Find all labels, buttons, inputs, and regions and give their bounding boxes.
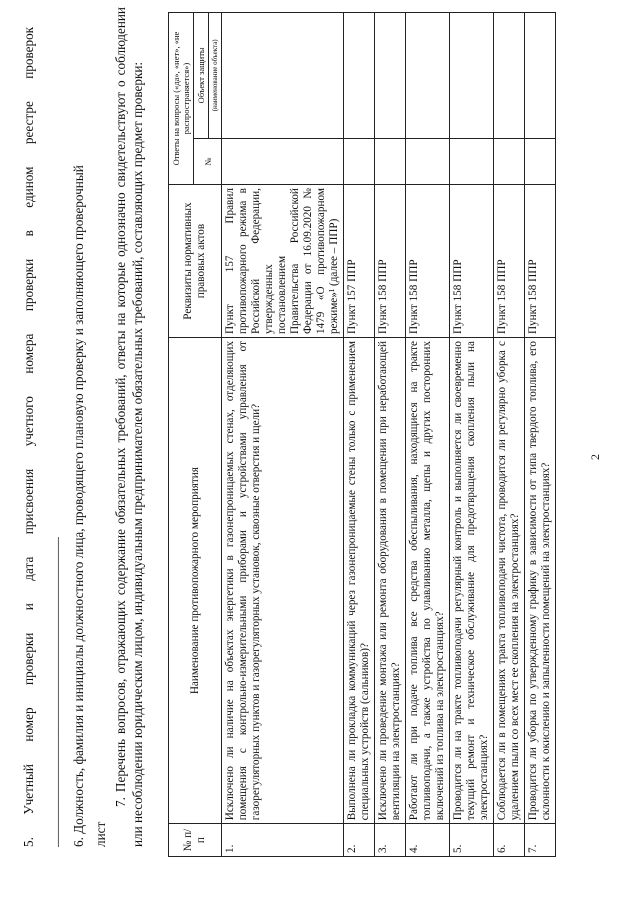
item-5-word: в xyxy=(21,230,36,237)
row-act: Пункт 158 ППР xyxy=(494,185,525,338)
table-row xyxy=(222,13,344,857)
table-row xyxy=(375,13,406,857)
item-5-word: едином xyxy=(21,166,36,208)
answer-cell[interactable] xyxy=(222,138,344,184)
row-measure: Работают ли при подаче топлива все средства обеспыливания, находящиеся на тракте топливоподачи, а также устройства по улавливанию металла, щепы и других посторонних включений из топлива на электростанциях? xyxy=(406,338,450,824)
row-act: Пункт 158 ППР xyxy=(406,185,450,338)
answer-cell[interactable] xyxy=(450,13,494,139)
item-6-text: 6. Должность, фамилия и инициалы должностного лица, проводящего плановую проверку и заполняющего проверочный xyxy=(71,165,86,847)
item-5-word: номера xyxy=(21,333,36,374)
answer-cell[interactable] xyxy=(375,13,406,139)
row-measure: Проводится ли на тракте топливоподачи регулярный контроль и выполняется ли своевременно текущий ремонт и техническое обслуживание для предотвращения скопления пыли на электростанциях? xyxy=(450,338,494,824)
row-act: Пункт 158 ППР xyxy=(375,185,406,338)
header-answers: Ответы на вопросы («да», «нет», «не распространяется») xyxy=(169,13,194,185)
row-num: 7. xyxy=(525,824,556,857)
table-header-row xyxy=(169,13,194,857)
item-5-line xyxy=(20,27,37,847)
row-measure: Проводится ли уборка по утвержденному графику в зависимости от типа твердого топлива, его склонности к окислению и запыленности помещений на электростанциях? xyxy=(525,338,556,824)
answer-cell[interactable] xyxy=(406,138,450,184)
answer-cell[interactable] xyxy=(450,138,494,184)
answer-cell[interactable] xyxy=(222,13,344,139)
page-number: 2 xyxy=(588,454,602,460)
answer-cell[interactable] xyxy=(406,13,450,139)
table-row xyxy=(494,13,525,857)
header-measure: Наименование противопожарного мероприятия xyxy=(169,338,222,824)
answer-cell[interactable] xyxy=(494,138,525,184)
item-5-fill-line: _______________________________________________ xyxy=(45,537,60,847)
item-6-tail: лист xyxy=(93,821,108,847)
item-5-word: и xyxy=(21,603,36,611)
answer-cell[interactable] xyxy=(525,138,556,184)
item-5-word: номер xyxy=(21,707,36,742)
row-act: Пункт 157 ППР xyxy=(344,185,375,338)
row-num: 2. xyxy=(344,824,375,857)
row-act: Пункт 158 ППР xyxy=(450,185,494,338)
answer-cell[interactable] xyxy=(344,138,375,184)
row-num: 4. xyxy=(406,824,450,857)
header-object-name: (наименование объекта) xyxy=(209,13,222,139)
row-measure: Исключено ли наличие на объектах энергетики в газонепроницаемых стенах, отделяющих помещения с контрольно-измерительными приборами и устройствами управления от газорегуляторных пунктов и газорегуляторных установок, сквозные отверстия и щели? xyxy=(222,338,344,824)
answer-cell[interactable] xyxy=(494,13,525,139)
row-num: 5. xyxy=(450,824,494,857)
row-act: Пункт 158 ППР xyxy=(525,185,556,338)
item-5-word: проверок xyxy=(21,26,36,79)
header-num: № п/п xyxy=(169,824,222,857)
header-acts: Реквизиты нормативных правовых актов xyxy=(169,185,222,338)
row-act: Пункт 157 Правил противопожарного режима в Российской Федерации, утвержденных постановлением Правительства Российской Федерации от 16.09.2020 № 1479 «О противопожарном режиме»¹ (далее – ППР) xyxy=(222,185,344,338)
row-num: 6. xyxy=(494,824,525,857)
item-5-word: дата xyxy=(21,556,36,581)
answer-cell[interactable] xyxy=(525,13,556,139)
item-5-word: проверки xyxy=(21,632,36,685)
row-measure: Исключено ли проведение монтажа или ремонта оборудования в помещении при неработающей вентиляции на электростанциях? xyxy=(375,338,406,824)
table-row xyxy=(450,13,494,857)
answer-cell[interactable] xyxy=(344,13,375,139)
row-measure: Выполнена ли прокладка коммуникаций через газонепроницаемые стены только с применением специальных устройств (сальников)? xyxy=(344,338,375,824)
header-object-protection: Объект защиты xyxy=(194,13,209,139)
item-5-word: реестре xyxy=(21,101,36,145)
checklist-table xyxy=(168,12,556,857)
item-5-word: учетного xyxy=(21,396,36,447)
answer-cell[interactable] xyxy=(375,138,406,184)
row-num: 3. xyxy=(375,824,406,857)
header-object-no: № xyxy=(194,138,222,184)
table-row xyxy=(344,13,375,857)
table-row xyxy=(525,13,556,857)
item-7-text: 7. Перечень вопросов, отражающих содержание обязательных требований, ответы на которые однозначно свидетельствуют о соблюдении или несоблюдении юридическим лицом, индивидуальным предпринимателем обязательных требований, составляющих предмет проверки: xyxy=(113,7,145,847)
item-5-word: присвоения xyxy=(21,468,36,535)
row-measure: Соблюдается ли в помещениях тракта топливоподачи чистота, проводится ли регулярно уборка с удалением пыли со всех мест ее скопления на электростанциях? xyxy=(494,338,525,824)
table-row xyxy=(406,13,450,857)
item-5-word: проверки xyxy=(21,258,36,312)
row-num: 1. xyxy=(222,824,344,857)
item-5-word: 5. Учетный xyxy=(21,764,36,847)
